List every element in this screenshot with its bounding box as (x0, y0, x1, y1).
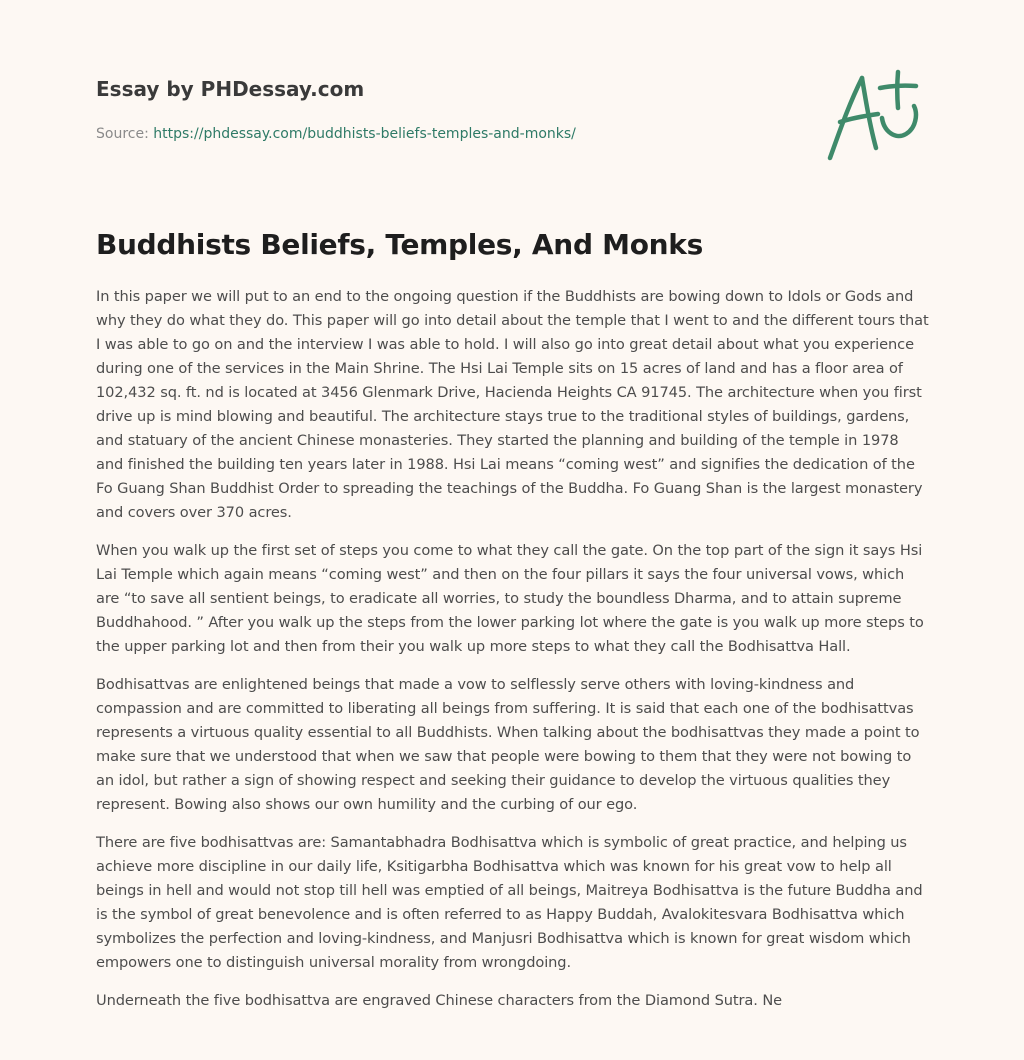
source-link[interactable]: https://phdessay.com/buddhists-beliefs-temples-and-monks/ (153, 126, 576, 142)
essay-paragraph: Bodhisattvas are enlightened beings that made a vow to selflessly serve others with loving-kindness and compassion and are committed to liberating all beings from suffering. It is said that each one of the bodhisattvas represents a virtuous quality essential to all Buddhists. When talking about the bodhisattvas they made a point to make sure that we understood that when we saw that people were bowing to them that they were not bowing to an idol, but rather a sign of showing respect and seeking their guidance to develop the virtuous qualities they represent. Bowing also shows our own humility and the curbing of our ego. (96, 676, 920, 813)
page-header (96, 75, 736, 144)
essay-title: Buddhists Beliefs, Temples, And Monks (96, 228, 703, 261)
site-title: Essay by PHDessay.com (96, 77, 365, 101)
source-label: Source: (96, 126, 154, 142)
essay-body (96, 285, 930, 1027)
essay-paragraph: When you walk up the first set of steps you come to what they call the gate. On the top part of the sign it says Hsi Lai Temple which again means “coming west” and then on the four pillars it says the four universal vows, which are “to save all sentient beings, to eradicate all worries, to study the boundless Dharma, and to attain supreme Buddhahood. ” After you walk up the steps from the lower parking lot where the gate is you walk up more steps to the upper parking lot and then from their you walk up more steps to what they call the Bodhisattva Hall. (96, 542, 924, 655)
essay-paragraph: Underneath the five bodhisattva are engraved Chinese characters from the Diamond Sutra. Ne (96, 992, 783, 1009)
essay-paragraph: There are five bodhisattvas are: Samantabhadra Bodhisattva which is symbolic of great practice, and helping us achieve more discipline in our daily life, Ksitigarbha Bodhisattva which was known for his great vow to help all beings in hell and would not stop till hell was emptied of all beings, Maitreya Bodhisattva is the future Buddha and is the symbol of great benevolence and is often referred to as Happy Buddah, Avalokitesvara Bodhisattva which symbolizes the perfection and loving-kindness, and Manjusri Bodhisattva which is known for great wisdom which empowers one to distinguish universal morality from wrongdoing. (96, 834, 923, 971)
a-plus-grade-icon (820, 66, 930, 166)
source-line (96, 124, 736, 144)
essay-paragraph: In this paper we will put to an end to the ongoing question if the Buddhists are bowing down to Idols or Gods and why they do what they do. This paper will go into detail about the temple that I went to and the different tours that I was able to go on and the interview I was able to hold. I will also go into great detail about what you experience during one of the services in the Main Shrine. The Hsi Lai Temple sits on 15 acres of land and has a floor area of 102,432 sq. ft. nd is located at 3456 Glenmark Drive, Hacienda Heights CA 91745. The architecture when you first drive up is mind blowing and beautiful. The architecture stays true to the traditional styles of buildings, gardens, and statuary of the ancient Chinese monasteries. They started the planning and building of the temple in 1978 and finished the building ten years later in 1988. Hsi Lai means “coming west” and signifies the dedication of the Fo Guang Shan Buddhist Order to spreading the teachings of the Buddha. Fo Guang Shan is the largest monastery and covers over 370 acres. (96, 288, 929, 521)
